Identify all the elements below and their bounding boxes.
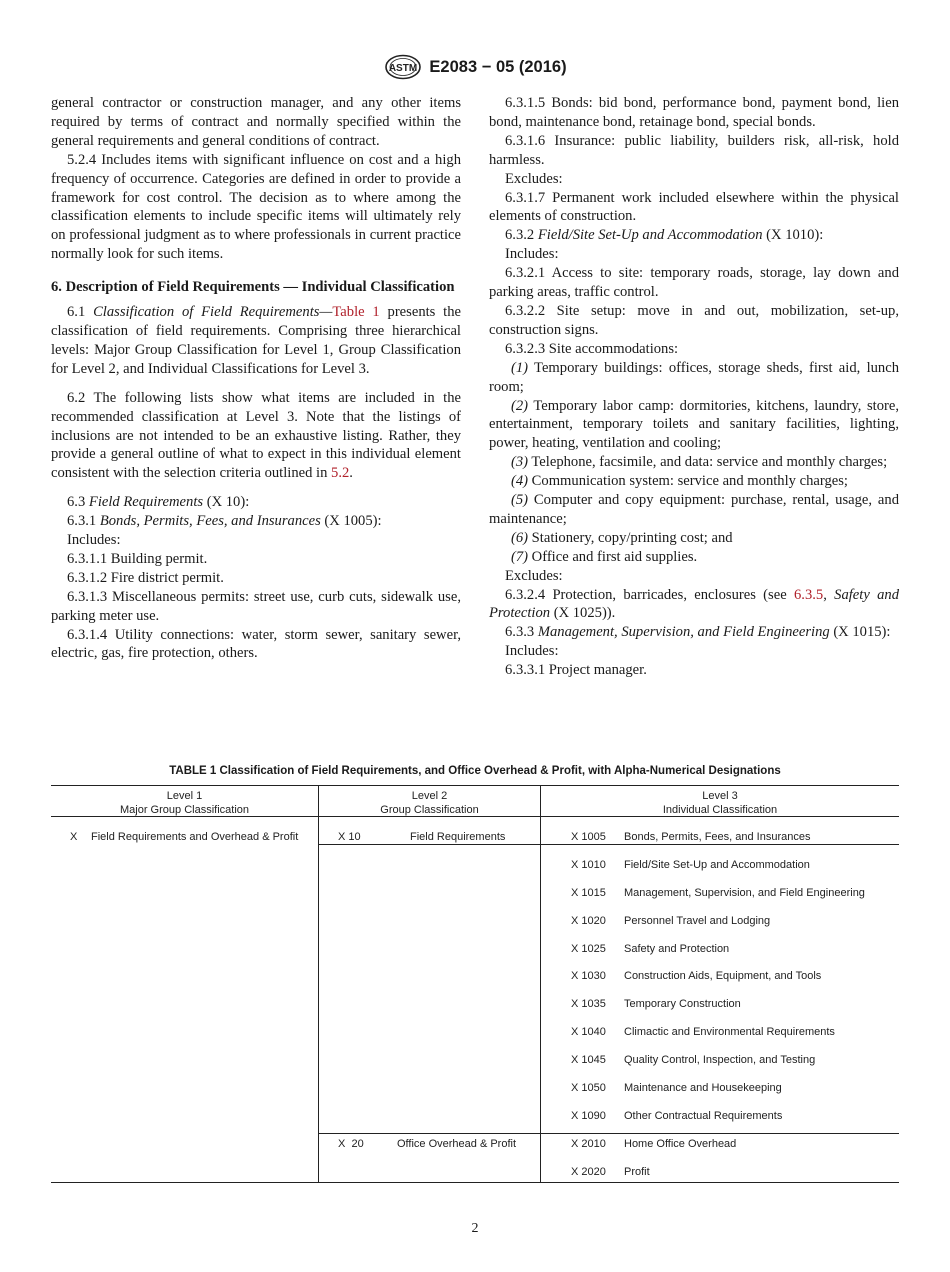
level3-row [571,1053,816,1067]
paragraph-6-3-2-2: 6.3.2.2 Site setup: move in and out, mobilization, set-up, construction signs. [489,302,899,338]
paragraph-6-3-1-6: 6.3.1.6 Insurance: public liability, builders risk, all-risk, hold harmless. [489,132,899,168]
level3-name: Bonds, Permits, Fees, and Insurances [624,831,811,843]
level3-code: X 1015 [571,887,606,899]
paragraph-text-end: . [349,465,353,482]
list-text: Communication system: service and monthly charges; [528,473,848,490]
level3-row [571,1165,650,1179]
list-item [489,491,899,529]
paragraph-text: (X 10): [203,494,250,511]
level3-code: X 1035 [571,998,606,1010]
paragraph-5-2-4: 5.2.4 Includes items with significant influence on cost and a high frequency of occurrence. Categories are defined in order to provide a framework for cost control. The decision as to where among the classification elements to include specific items will ultimately rely on professional judgment as to where professionals in current practice normally look for such items. [51,151,461,263]
paragraph-6-3-1-5: 6.3.1.5 Bonds: bid bond, performance bond, payment bond, lien bond, maintenance bond, retainage bond, special bonds. [489,95,899,130]
list-text: Computer and copy equipment: purchase, rental, usage, and maintenance; [489,492,899,527]
excludes-label: Excludes: [505,567,563,584]
separator: , [823,586,835,603]
list-number: (4) [511,473,529,490]
paragraph-6-3-1-3: 6.3.1.3 Miscellaneous permits: street use, curb cuts, sidewalk use, parking meter use. [51,588,461,624]
paragraph-text: (X 1005): [320,513,382,530]
paragraph-title: Field/Site Set-Up and Accommodation [537,227,763,244]
paragraph-number: 6.3.2 [505,227,535,244]
paragraph-6-3 [51,493,461,512]
excludes-label: Excludes: [505,170,563,187]
section-5-2-link[interactable]: 5.2 [331,465,350,482]
table-1-link[interactable]: Table 1 [332,304,380,321]
paragraph-number: 6.3 [67,494,86,511]
level3-code: X 1045 [571,1054,606,1066]
level3-row [571,1025,835,1039]
level3-name: Field/Site Set-Up and Accommodation [624,859,810,871]
column-divider [540,786,541,1182]
paragraph-text: presents the classification of field requirements. Comprising three hierarchical levels: Major Group Classification for Level 1, Group Classification for Level 2, and Individual Classifications for Level 3. [51,304,461,377]
list-text: Temporary buildings: offices, storage sheds, first aid, lunch room; [489,359,899,395]
header-name: Individual Classification [662,804,778,816]
list-number: (6) [511,529,529,546]
list-text: Office and first aid supplies. [528,548,698,565]
level3-name: Profit [624,1166,650,1178]
list-item [489,548,899,567]
header-level: Level 1 [166,790,203,802]
level3-row [571,830,811,844]
list-number: (3) [511,454,529,471]
includes-label: Includes: [505,246,559,263]
level3-row [571,1081,782,1095]
right-column [489,94,899,680]
level3-name: Safety and Protection [624,943,730,955]
list-number: (5) [511,492,529,509]
table-header-level-1 [51,789,318,817]
list-item [489,397,899,454]
level3-row [571,914,771,928]
list-item [489,472,899,491]
level3-row [571,942,730,956]
level3-row [571,1109,783,1123]
header-name: Major Group Classification [120,804,249,816]
column-divider [318,786,319,1182]
level2-code: X 20 [338,1138,364,1150]
level3-code: X 1090 [571,1110,606,1122]
astm-logo-icon [383,54,423,80]
level1-name: Field Requirements and Overhead & Profit [91,831,299,843]
list-text: Temporary labor camp: dormitories, kitchens, laundry, store, entertainment, temporary toilets and sanitary facilities, lighting, power, heating, ventilation and cooling; [489,397,899,452]
level3-code: X 1020 [571,915,606,927]
svg-text:ASTM: ASTM [389,63,418,74]
paragraph-6-3-2 [489,226,899,245]
level3-code: X 1005 [571,831,606,843]
level3-row [571,997,741,1011]
paragraph-6-3-1-1: 6.3.1.1 Building permit. [67,550,208,567]
level3-name: Climactic and Environmental Requirements [624,1026,835,1038]
section-6-3-5-link[interactable]: 6.3.5 [794,586,824,603]
paragraph-number: 6.3.1 [67,513,97,530]
paragraph-title: Safety and Protection [489,586,899,622]
list-number: (1) [511,359,529,376]
paragraph-6-3-2-4 [489,586,899,624]
page-number: 2 [471,1221,479,1236]
level3-name: Other Contractual Requirements [624,1110,783,1122]
page-header [0,54,950,80]
paragraph-title: Classification of Field Requirements— [93,304,333,321]
classification-table [51,785,899,1183]
level3-code: X 1030 [571,970,606,982]
list-text: Stationery, copy/printing cost; and [528,529,733,546]
level3-name: Management, Supervision, and Field Engineering [624,887,865,899]
level2-name: Office Overhead & Profit [397,1138,517,1150]
paragraph-text: (X 1015): [829,624,891,641]
paragraph-title: Bonds, Permits, Fees, and Insurances [99,513,321,530]
level3-name: Home Office Overhead [624,1138,737,1150]
list-number: (7) [511,548,529,565]
list-number: (2) [511,397,529,414]
row-divider [318,1133,899,1134]
level3-name: Maintenance and Housekeeping [624,1082,782,1094]
header-level: Level 3 [702,790,738,802]
paragraph-6-3-3-1: 6.3.3.1 Project manager. [505,662,647,679]
paragraph-text: 6.3.2.4 Protection, barricades, enclosures (see [505,586,794,603]
level3-code: X 2020 [571,1166,606,1178]
header-level: Level 2 [411,790,448,802]
level2-code: X 10 [338,831,361,843]
paragraph-6-2 [51,389,461,484]
level3-row [571,886,865,900]
paragraph-6-3-1-4: 6.3.1.4 Utility connections: water, storm sewer, sanitary sewer, electric, gas, fire protection, others. [51,626,461,662]
paragraph-6-3-2-3: 6.3.2.3 Site accommodations: [505,340,679,357]
paragraph-6-3-1-2: 6.3.1.2 Fire district permit. [67,569,224,586]
level3-row [571,969,822,983]
level3-name: Construction Aids, Equipment, and Tools [624,970,822,982]
table-title: TABLE 1 Classification of Field Requirements, and Office Overhead & Profit, with Alpha-Numerical Designations [169,765,781,777]
paragraph-6-3-3 [489,623,899,642]
level3-name: Temporary Construction [624,998,741,1010]
paragraph-number: 6.1 [67,304,86,321]
paragraph-text: 6.2 The following lists show what items are included in the recommended classification at Level 3. Note that the listings of inclusions are not intended to be an exhaustive listing. Rather, they provide a general outline of what to expect in this individual element consistent with the selection criteria outlined in [51,389,461,482]
list-item [489,359,899,397]
level3-code: X 1040 [571,1026,606,1038]
includes-label: Includes: [67,532,121,549]
level1-code: X [70,831,78,843]
paragraph-title: Management, Supervision, and Field Engineering [537,624,830,641]
paragraph-6-1 [51,303,461,379]
document-designation: E2083 − 05 (2016) [429,57,567,76]
paragraph-text: (X 1025)). [550,605,616,622]
level3-row [571,858,810,872]
level3-code: X 2010 [571,1138,606,1150]
paragraph-6-3-2-1: 6.3.2.1 Access to site: temporary roads, storage, lay down and parking areas, traffic control. [489,265,899,301]
level3-name: Personnel Travel and Lodging [624,915,771,927]
level2-name: Field Requirements [410,831,506,843]
table-header-level-2 [319,789,540,817]
row-divider [318,844,899,845]
level3-code: X 1050 [571,1082,606,1094]
level3-row [571,1137,737,1151]
table-header-level-3 [541,789,899,817]
includes-label: Includes: [505,643,559,660]
paragraph-number: 6.3.3 [505,624,535,641]
left-column [51,94,461,663]
header-name: Group Classification [380,804,479,816]
level3-name: Quality Control, Inspection, and Testing [624,1054,816,1066]
list-item [489,453,899,472]
paragraph-6-3-1-7: 6.3.1.7 Permanent work included elsewhere within the physical elements of construction. [489,189,899,225]
list-text: Telephone, facsimile, and data: service and monthly charges; [528,454,888,471]
level3-code: X 1025 [571,943,606,955]
level3-code: X 1010 [571,859,606,871]
paragraph-continuation: general contractor or construction manager, and any other items required by terms of contract and normally specified within the general requirements and general conditions of contract. [51,95,461,149]
paragraph-title: Field Requirements [88,494,204,511]
paragraph-text: (X 1010): [762,227,824,244]
list-item [489,529,899,548]
section-6-heading: 6. Description of Field Requirements — Individual Classification [51,279,455,296]
paragraph-6-3-1 [51,512,461,531]
